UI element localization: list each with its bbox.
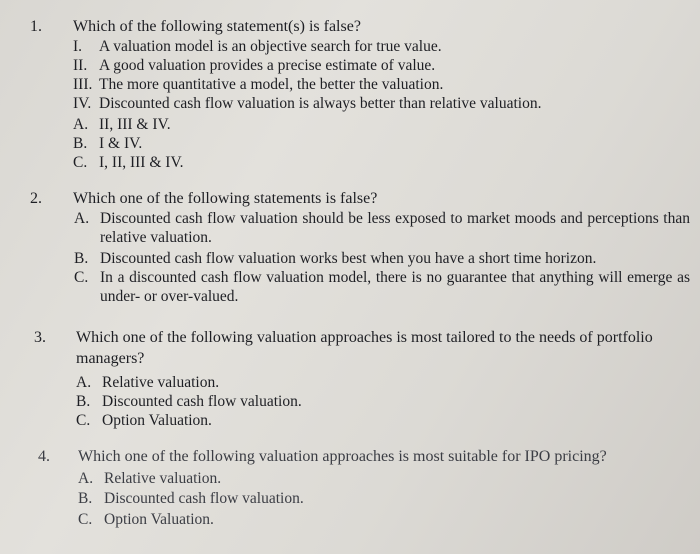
- option-text: Discounted cash flow valuation should be less exposed to market moods and perceptions than relative valuation.: [100, 210, 690, 246]
- option-b: [76, 392, 302, 411]
- statement-text: A good valuation provides a precise estimate of value.: [99, 57, 436, 74]
- question-number: 2.: [30, 190, 42, 207]
- question-stem: Which one of the following valuation approaches is most suitable for IPO pricing?: [78, 448, 607, 465]
- option-text: Relative valuation.: [104, 470, 222, 487]
- statement-text: Discounted cash flow valuation is always better than relative valuation.: [99, 95, 542, 112]
- statement-i: [73, 37, 442, 56]
- statement-mark: I.: [73, 38, 83, 55]
- option-a: [74, 209, 690, 247]
- option-text: I & IV.: [99, 135, 143, 152]
- statement-iii: [73, 75, 443, 94]
- option-mark: B.: [73, 135, 88, 152]
- option-mark: C.: [74, 269, 89, 286]
- statement-ii: [73, 56, 435, 75]
- option-mark: C.: [78, 511, 93, 528]
- option-text: In a discounted cash flow valuation model, there is no guarantee that anything will emerge as under- or over-valued.: [100, 269, 690, 305]
- option-mark: A.: [78, 470, 94, 487]
- question-stem: Which of the following statement(s) is false?: [73, 18, 361, 35]
- question-number: 3.: [34, 329, 46, 346]
- option-mark: C.: [76, 412, 91, 429]
- option-a: [76, 373, 219, 392]
- question-stem: Which one of the following statements is false?: [73, 190, 378, 207]
- option-b: [78, 489, 304, 508]
- option-text: Discounted cash flow valuation.: [102, 393, 302, 410]
- option-c: [74, 268, 690, 306]
- option-text: II, III & IV.: [99, 116, 171, 133]
- option-text: Discounted cash flow valuation.: [104, 490, 304, 507]
- option-text: Discounted cash flow valuation works best when you have a short time horizon.: [100, 250, 597, 267]
- option-b: [74, 249, 690, 268]
- option-mark: B.: [78, 490, 93, 507]
- option-text: Relative valuation.: [102, 374, 220, 391]
- option-c: [78, 510, 214, 529]
- statement-iv: [73, 94, 541, 113]
- question-number: 1.: [30, 18, 42, 35]
- statement-text: A valuation model is an objective search for true value.: [99, 38, 442, 55]
- option-mark: A.: [73, 116, 89, 133]
- option-mark: C.: [73, 154, 88, 171]
- statement-mark: IV.: [73, 95, 92, 112]
- option-mark: B.: [76, 393, 91, 410]
- option-text: I, II, III & IV.: [99, 154, 184, 171]
- option-c: [73, 153, 184, 172]
- option-a: [78, 469, 221, 488]
- question-stem: Which one of the following valuation approaches is most tailored to the needs of portfolio managers?: [76, 329, 653, 367]
- option-mark: B.: [74, 250, 89, 267]
- statement-mark: III.: [73, 76, 93, 93]
- statement-mark: II.: [73, 57, 88, 74]
- option-text: Option Valuation.: [104, 511, 214, 528]
- option-a: [73, 115, 171, 134]
- option-mark: A.: [74, 210, 90, 227]
- statement-text: The more quantitative a model, the better the valuation.: [99, 76, 444, 93]
- option-mark: A.: [76, 374, 92, 391]
- option-c: [76, 411, 212, 430]
- question-number: 4.: [38, 448, 50, 465]
- option-b: [73, 134, 142, 153]
- option-text: Option Valuation.: [102, 412, 212, 429]
